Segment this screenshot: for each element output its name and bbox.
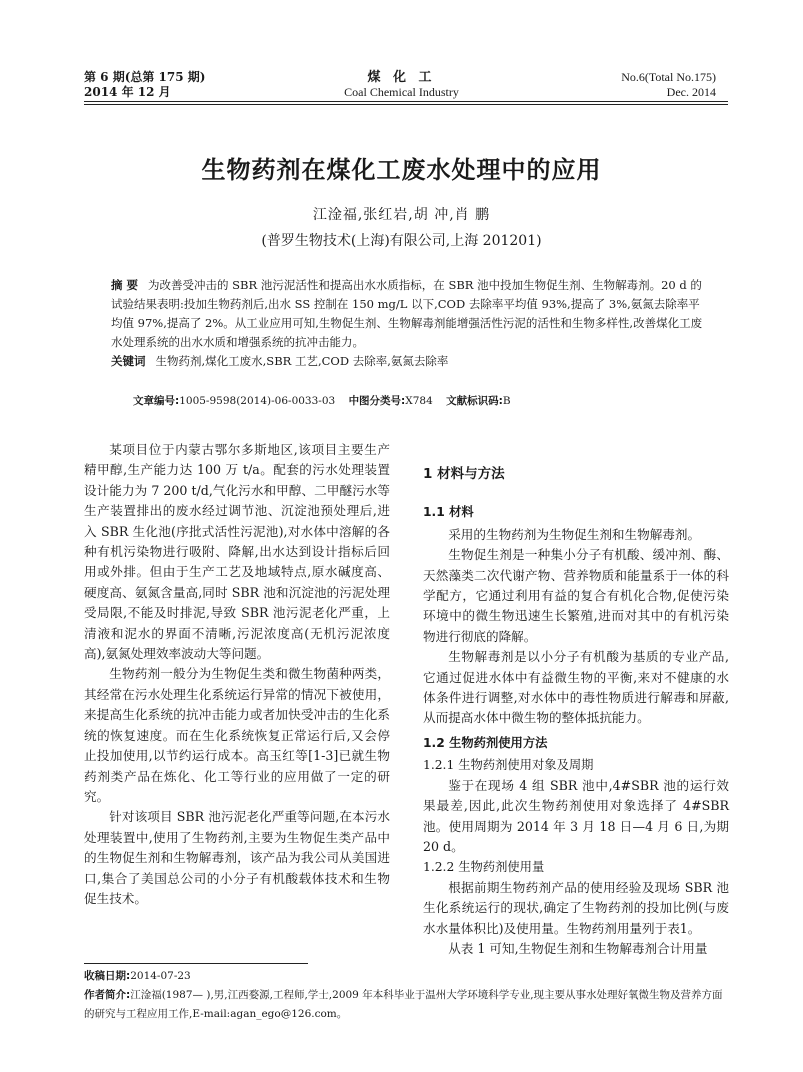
- subsection-heading: 1.1 材料: [423, 505, 474, 520]
- paragraph: 某项目位于内蒙古鄂尔多斯地区,该项目主要生产精甲醇,生产能力达 100 万 t/a。配套的污水处理装置设计能力为 7 200 t/d,气化污水和甲醇、二甲醚污水等生产装置排出的废水经过调节池、沉淀池预处理后,进入 SBR 生化池(序批式活性污泥池),对水体中溶解的各种有机污染物进行吸附、降解,出水达到设计指标后回用或外排。但由于生产工艺及地域特点,原水碱度高、硬度高、氨氮含量高,同时 SBR 池和沉淀池的污泥处理受局限,不能及时排泥,导致 SBR 池污泥老化严重，上清液和泥水的界面不清晰,污泥浓度高(无机污泥浓度高),氨氮处理效率波动大等问题。: [84, 442, 390, 662]
- keywords-label: 关键词: [111, 354, 146, 368]
- left-column: [84, 440, 390, 909]
- paragraph: 从表 1 可知,生物促生剂和生物解毒剂合计用量: [448, 940, 708, 956]
- paragraph: 生物药剂一般分为生物促生类和微生物菌种两类，其经常在污水处理生化系统运行异常的情况下被使用，来提高生化系统的抗冲击能力或者加快受冲击的生化系统的恢复速度。而在生化系统恢复正常运行后,又会停止投加使用,以节约运行成本。高玉红等[1-3]已就生物药剂类产品在炼化、化工等行业的应用做了一定的研究。: [84, 666, 390, 804]
- right-column: [423, 464, 729, 959]
- abstract-text: 为改善受冲击的 SBR 池污泥活性和提高出水水质指标，在 SBR 池中投加生物促生剂、生物解毒剂。20 d 的试验结果表明:投加生物药剂后,出水 SS 控制在 150 mg/L 以下,COD 去除率平均值 93%,提高了 3%,氨氮去除率平均值 97%,提高了 2%。从工业应用可知,生物促生剂、生物解毒剂能增强活性污泥的活性和生物多样性,改善煤化工废水处理系统的出水水质和增强系统的抗冲击能力。: [111, 278, 703, 349]
- subsubsection-heading: 1.2.2 生物药剂使用量: [423, 860, 545, 875]
- article-no-label: 文章编号:: [133, 395, 180, 407]
- paper-title: 生物药剂在煤化工废水处理中的应用: [201, 156, 602, 184]
- paragraph: 鉴于在现场 4 组 SBR 池中,4#SBR 池的运行效果最差,因此,此次生物药剂使用对象选择了 4#SBR 池。使用周期为 2014 年 3 月 18 日—4 月 6 日,为期 20 d。: [423, 777, 729, 854]
- issue-number-cn: 第 6 期(总第 175 期): [84, 70, 206, 84]
- received-date: 2014-07-23: [130, 970, 191, 982]
- paragraph: 生物促生剂是一种集小分子有机酸、缓冲剂、酶、天然藻类二次代谢产物、营养物质和能量系于一体的科学配方，它通过利用有益的复合有机化合物,促使污染环境中的微生物迅速生长繁殖,进而对其中的有机污染物进行彻底的降解。: [423, 547, 729, 644]
- authors: 江淦福,张红岩,胡 冲,肖 鹏: [312, 207, 491, 223]
- author-bio: 江淦福(1987— ),男,江西婺源,工程师,学士,2009 年本科毕业于温州大学环境科学专业,现主要从事水处理好氧微生物及营养方面的研究与工程应用工作,E-mail:agan_ego@126.com。: [84, 989, 723, 1020]
- doc-code: B: [502, 395, 511, 407]
- subsubsection-heading: 1.2.1 生物药剂使用对象及周期: [423, 758, 594, 773]
- paragraph: 根据前期生物药剂产品的使用经验及现场 SBR 池生化系统运行的现状,确定了生物药剂的投加比例(与废水水量体积比)及使用量。生物药剂用量列于表1。: [423, 879, 729, 936]
- issue-date-cn: 2014 年 12 月: [84, 85, 171, 99]
- article-meta: [133, 393, 511, 408]
- footnote: [84, 967, 730, 1024]
- keywords: 生物药剂,煤化工废水,SBR 工艺,COD 去除率,氨氮去除率: [155, 354, 449, 368]
- issue-number-en: No.6(Total No.175): [621, 70, 716, 84]
- abstract: [111, 276, 711, 371]
- paragraph: 采用的生物药剂为生物促生剂和生物解毒剂。: [448, 526, 701, 542]
- header-rule-thin: [84, 104, 728, 105]
- journal-name-cn: 煤 化 工: [367, 70, 436, 85]
- received-label: 收稿日期:: [84, 970, 131, 982]
- journal-name-en: Coal Chemical Industry: [344, 85, 459, 99]
- subsection-heading: 1.2 生物药剂使用方法: [423, 735, 548, 750]
- section-heading: 1 材料与方法: [423, 466, 505, 482]
- article-no: 1005-9598(2014)-06-0033-03: [179, 395, 336, 407]
- paragraph: 生物解毒剂是以小分子有机酸为基质的专业产品,它通过促进水体中有益微生物的平衡,来对不健康的水体条件进行调整,对水体中的毒性物质进行解毒和屏蔽,从而提高水体中微生物的整体抵抗能力。: [423, 649, 729, 726]
- class-no-label: 中图分类号:: [348, 395, 406, 407]
- footnote-rule: [84, 963, 308, 964]
- class-no: X784: [405, 395, 433, 407]
- doc-code-label: 文献标识码:: [446, 395, 503, 407]
- author-bio-label: 作者简介:: [84, 989, 131, 1001]
- issue-info-en: [621, 70, 716, 100]
- paragraph: 针对该项目 SBR 池污泥老化严重等问题,在本污水处理装置中,使用了生物药剂,主要为生物促生类产品中的生物促生剂和生物解毒剂，该产品为我公司从美国进口,集合了美国总公司的小分子有机酸载体技术和生物促生技术。: [84, 809, 390, 906]
- abstract-label: 摘 要: [111, 278, 139, 292]
- affiliation: (普罗生物技术(上海)有限公司,上海 201201): [261, 233, 542, 249]
- header-rule: [84, 101, 728, 102]
- issue-date-en: Dec. 2014: [666, 85, 716, 99]
